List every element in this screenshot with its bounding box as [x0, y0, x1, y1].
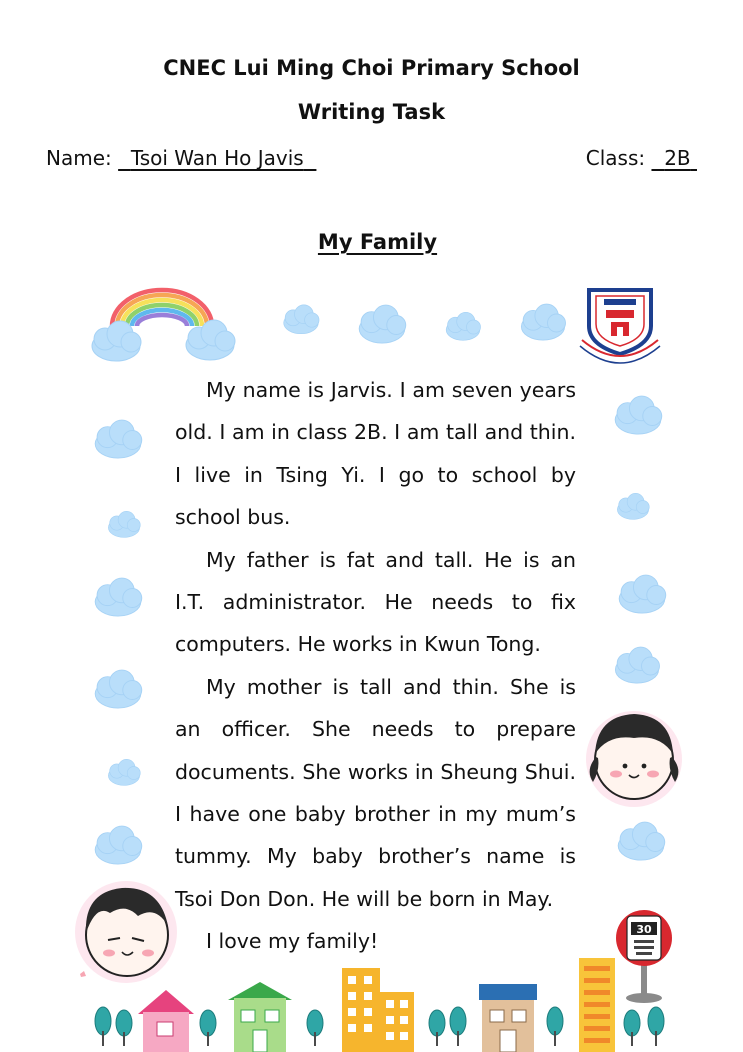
essay-paragraph: My name is Jarvis. I am seven years old. I am in class 2B. I am tall and thin. I live in Tsing Yi. I go to school by school bus. — [175, 378, 576, 530]
essay-body — [175, 369, 576, 963]
bus-stop-number: 30 — [636, 923, 652, 936]
cloud-icon — [108, 759, 140, 785]
essay-paragraph: My mother is tall and thin. She is an officer. She needs to prepare documents. She works in Sheung Shui. I have one baby brother in my mum’s tummy. My baby brother’s name is Tsoi Don Don. He will be born in May. — [175, 674, 576, 911]
cloud-icon — [92, 321, 141, 361]
student-class: 2B — [664, 146, 691, 170]
cloud-icon — [615, 396, 662, 434]
task-title: Writing Task — [297, 100, 446, 124]
name-label: Name: — [46, 146, 112, 170]
cloud-icon — [359, 305, 406, 343]
cloud-icon — [615, 647, 659, 683]
cloud-icon — [284, 305, 319, 334]
cloud-icon — [619, 575, 666, 613]
cloud-icon — [446, 312, 480, 340]
cloud-icon — [95, 420, 142, 458]
cloud-icon — [95, 578, 142, 616]
student-name: Tsoi Wan Ho Javis — [130, 146, 304, 170]
cloud-icon — [95, 670, 142, 708]
girl-face-icon — [586, 711, 682, 807]
cloud-icon — [108, 511, 140, 537]
town-scene — [95, 958, 664, 1052]
class-label: Class: — [585, 146, 646, 170]
essay-paragraph: My father is fat and tall. He is an I.T. administrator. He needs to fix computers. He works in Kwun Tong. — [175, 547, 576, 657]
rainbow-icon — [112, 290, 212, 326]
school-name: CNEC Lui Ming Choi Primary School — [163, 56, 580, 80]
school-badge-icon — [580, 290, 660, 363]
bus-stop-icon — [616, 910, 672, 1003]
cloud-icon — [95, 826, 142, 864]
essay-title: My Family — [317, 230, 438, 254]
essay-paragraph: I love my family! — [206, 929, 379, 954]
cloud-icon — [618, 822, 665, 860]
boy-face-icon — [75, 881, 177, 983]
cloud-icon — [521, 304, 565, 340]
cloud-icon — [617, 493, 649, 519]
